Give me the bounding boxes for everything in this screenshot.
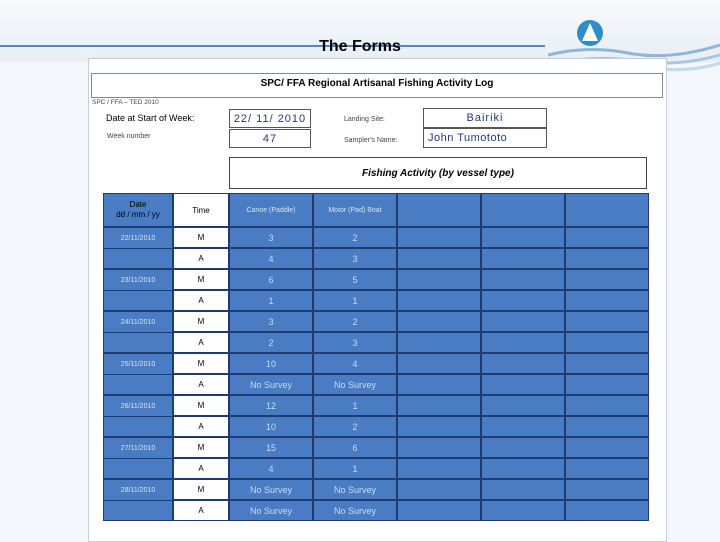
- table-row: [103, 227, 649, 248]
- date-label: Date at Start of Week:: [106, 113, 195, 123]
- value-cell[interactable]: [565, 458, 649, 479]
- table-row: [103, 311, 649, 332]
- value-cell[interactable]: [481, 479, 565, 500]
- value-cell[interactable]: [397, 353, 481, 374]
- time-cell: A: [173, 500, 229, 521]
- value-cell[interactable]: 3: [229, 227, 313, 248]
- landing-value: Bairiki: [466, 112, 504, 124]
- date-cell: 24/11/2010: [103, 311, 173, 332]
- value-cell[interactable]: [397, 290, 481, 311]
- value-cell[interactable]: [397, 479, 481, 500]
- table-row: [103, 437, 649, 458]
- time-cell: M: [173, 437, 229, 458]
- value-cell[interactable]: [397, 332, 481, 353]
- value-cell[interactable]: [565, 416, 649, 437]
- value-cell[interactable]: [397, 416, 481, 437]
- value-cell[interactable]: [481, 458, 565, 479]
- date-cell: [103, 458, 173, 479]
- value-cell[interactable]: [565, 395, 649, 416]
- time-cell: A: [173, 248, 229, 269]
- header-vessel-3: [397, 193, 481, 227]
- date-cell: 26/11/2010: [103, 395, 173, 416]
- value-cell[interactable]: No Survey: [229, 500, 313, 521]
- value-cell[interactable]: [397, 374, 481, 395]
- activity-table: [103, 193, 649, 521]
- time-cell: M: [173, 311, 229, 332]
- value-cell[interactable]: [565, 269, 649, 290]
- week-value: 47: [262, 132, 278, 145]
- value-cell[interactable]: [397, 227, 481, 248]
- table-body: [103, 227, 649, 521]
- value-cell[interactable]: No Survey: [313, 500, 397, 521]
- time-cell: M: [173, 227, 229, 248]
- date-value: 22/ 11/ 2010: [233, 112, 307, 125]
- value-cell[interactable]: 15: [229, 437, 313, 458]
- value-cell[interactable]: 3: [229, 311, 313, 332]
- value-cell[interactable]: [481, 353, 565, 374]
- landing-label: Landing Site:: [344, 116, 385, 123]
- date-cell: [103, 332, 173, 353]
- value-cell[interactable]: [481, 374, 565, 395]
- time-cell: M: [173, 395, 229, 416]
- time-cell: M: [173, 353, 229, 374]
- date-cell: [103, 290, 173, 311]
- date-cell: [103, 416, 173, 437]
- value-cell[interactable]: [481, 332, 565, 353]
- table-row: [103, 290, 649, 311]
- table-row: [103, 500, 649, 521]
- form-header: SPC/ FFA Regional Artisanal Fishing Activity Log: [260, 78, 494, 89]
- value-cell[interactable]: [481, 416, 565, 437]
- time-cell: A: [173, 290, 229, 311]
- time-cell: M: [173, 479, 229, 500]
- value-cell[interactable]: 6: [229, 269, 313, 290]
- week-field[interactable]: [229, 129, 311, 148]
- header-vessel-5: [565, 193, 649, 227]
- header-time: Time: [173, 193, 229, 227]
- value-cell[interactable]: [397, 437, 481, 458]
- value-cell[interactable]: [481, 437, 565, 458]
- table-row: [103, 479, 649, 500]
- table-header-row: [103, 193, 649, 227]
- value-cell[interactable]: 3: [313, 248, 397, 269]
- value-cell[interactable]: No Survey: [313, 374, 397, 395]
- value-cell[interactable]: [397, 269, 481, 290]
- landing-field[interactable]: [423, 108, 547, 128]
- time-cell: A: [173, 374, 229, 395]
- header-vessel-1: Canoe (Paddle): [229, 193, 313, 227]
- value-cell[interactable]: [565, 290, 649, 311]
- date-cell: 23/11/2010: [103, 269, 173, 290]
- value-cell[interactable]: 2: [313, 416, 397, 437]
- week-label: Week number: [107, 133, 151, 140]
- value-cell[interactable]: 4: [229, 248, 313, 269]
- value-cell[interactable]: 2: [313, 227, 397, 248]
- value-cell[interactable]: 4: [229, 458, 313, 479]
- value-cell[interactable]: 12: [229, 395, 313, 416]
- date-cell: 27/11/2010: [103, 437, 173, 458]
- value-cell[interactable]: 1: [313, 458, 397, 479]
- value-cell[interactable]: [565, 500, 649, 521]
- value-cell[interactable]: [397, 248, 481, 269]
- value-cell[interactable]: No Survey: [313, 479, 397, 500]
- slide-title: The Forms: [319, 38, 401, 55]
- value-cell[interactable]: [565, 227, 649, 248]
- value-cell[interactable]: [397, 458, 481, 479]
- sampler-value: John Tumototo: [428, 132, 508, 144]
- header-vessel-2: Motor (Pad) Boat: [313, 193, 397, 227]
- value-cell[interactable]: 1: [313, 395, 397, 416]
- time-cell: A: [173, 416, 229, 437]
- sampler-field[interactable]: [423, 128, 547, 148]
- value-cell[interactable]: 10: [229, 353, 313, 374]
- value-cell[interactable]: [565, 479, 649, 500]
- table-row: [103, 395, 649, 416]
- date-cell: 25/11/2010: [103, 353, 173, 374]
- value-cell[interactable]: [565, 374, 649, 395]
- date-cell: [103, 500, 173, 521]
- value-cell[interactable]: [397, 500, 481, 521]
- value-cell[interactable]: 6: [313, 437, 397, 458]
- value-cell[interactable]: No Survey: [229, 479, 313, 500]
- value-cell[interactable]: [481, 311, 565, 332]
- value-cell[interactable]: 3: [313, 332, 397, 353]
- header-vessel-4: [481, 193, 565, 227]
- value-cell[interactable]: [565, 353, 649, 374]
- table-row: [103, 248, 649, 269]
- value-cell[interactable]: 5: [313, 269, 397, 290]
- value-cell[interactable]: 10: [229, 416, 313, 437]
- date-cell: 28/11/2010: [103, 479, 173, 500]
- value-cell[interactable]: 4: [313, 353, 397, 374]
- activity-title: Fishing Activity (by vessel type): [229, 157, 647, 189]
- value-cell[interactable]: [565, 248, 649, 269]
- form-code: SPC / FFA – TED 2010: [92, 99, 159, 106]
- value-cell[interactable]: [481, 269, 565, 290]
- table-row: [103, 374, 649, 395]
- value-cell[interactable]: [481, 290, 565, 311]
- time-cell: M: [173, 269, 229, 290]
- value-cell[interactable]: [397, 311, 481, 332]
- table-row: [103, 353, 649, 374]
- value-cell[interactable]: No Survey: [229, 374, 313, 395]
- value-cell[interactable]: [565, 332, 649, 353]
- value-cell[interactable]: [565, 437, 649, 458]
- date-cell: 22/11/2010: [103, 227, 173, 248]
- table-row: [103, 458, 649, 479]
- date-cell: [103, 374, 173, 395]
- header-date: Date dd / mm / yy: [103, 193, 173, 227]
- table-row: [103, 332, 649, 353]
- value-cell[interactable]: 2: [229, 332, 313, 353]
- value-cell[interactable]: [565, 311, 649, 332]
- time-cell: A: [173, 458, 229, 479]
- value-cell[interactable]: [481, 227, 565, 248]
- value-cell[interactable]: [481, 395, 565, 416]
- value-cell[interactable]: 1: [313, 290, 397, 311]
- date-field[interactable]: [229, 109, 311, 128]
- value-cell[interactable]: [397, 395, 481, 416]
- time-cell: A: [173, 332, 229, 353]
- sampler-label: Sampler's Name:: [344, 137, 398, 144]
- value-cell[interactable]: [481, 500, 565, 521]
- table-row: [103, 269, 649, 290]
- value-cell[interactable]: 1: [229, 290, 313, 311]
- value-cell[interactable]: 2: [313, 311, 397, 332]
- table-row: [103, 416, 649, 437]
- value-cell[interactable]: [481, 248, 565, 269]
- date-cell: [103, 248, 173, 269]
